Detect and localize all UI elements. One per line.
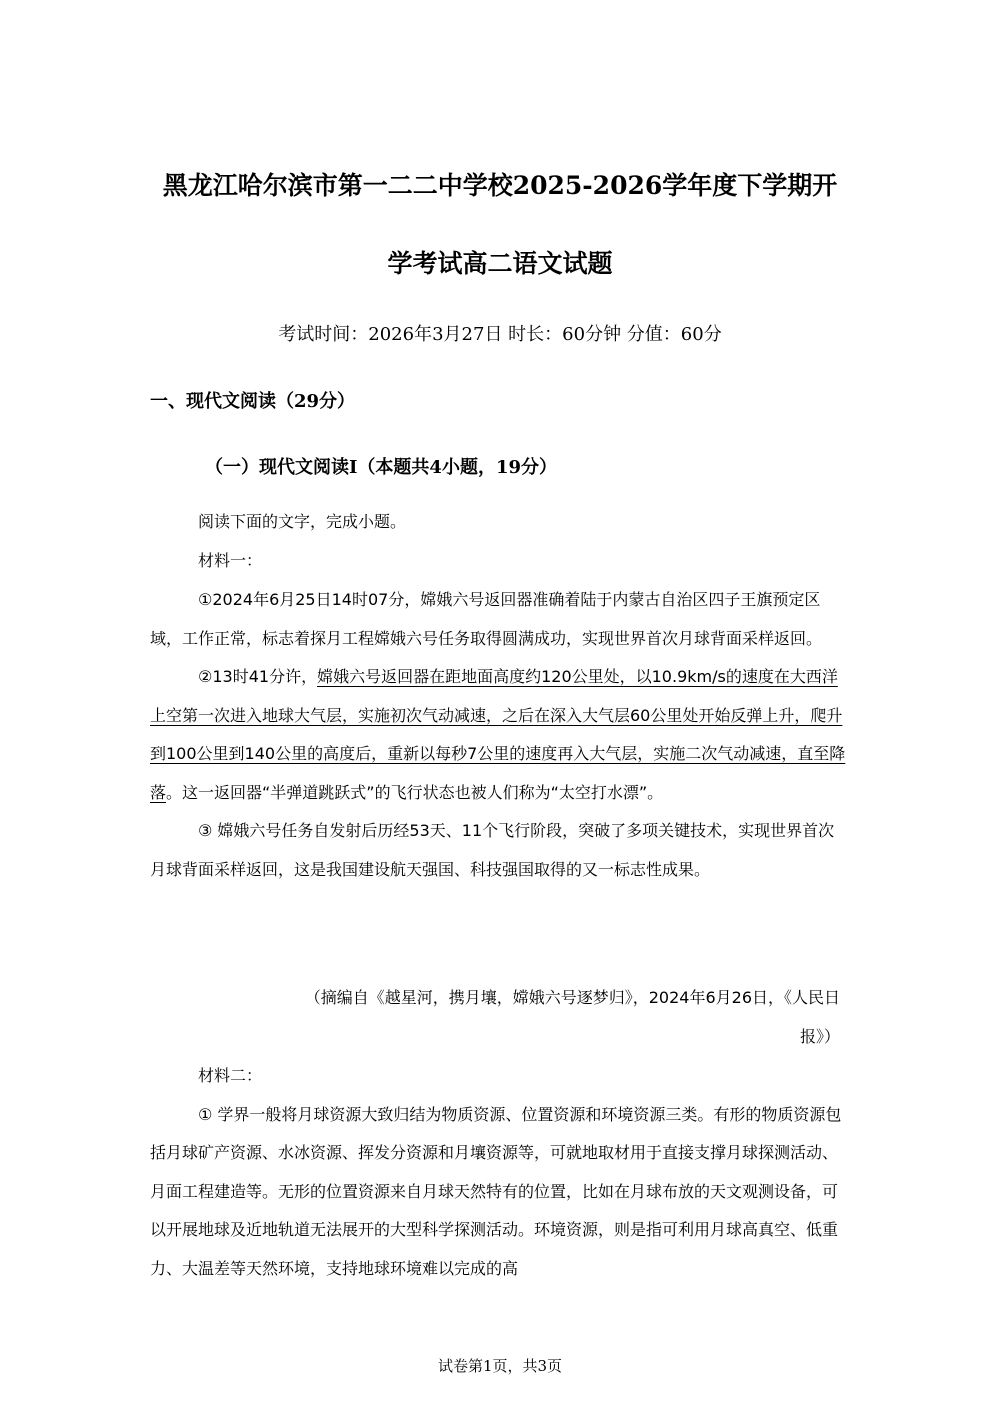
material2-body: [150, 1057, 850, 1288]
subsection-heading: （一）现代文阅读Ⅰ（本题共4小题，19分）: [205, 457, 557, 478]
paragraph-tail: 。这一返回器“半弹道跳跃式”的飞行状态也被人们称为“太空打水漂”。: [166, 782, 664, 802]
underlined-passage: 嫦娥六号返回器在距地面高度约120公里处，以10.9km/s的速度在大西洋上空第一次进入地球大气层，实施初次气动减速，之后在深入大气层60公里处开始反弹上升，爬升到100公里到140公里的高度后，重新以每秒7公里的速度再入大气层，实施二次气动减速，直至降落: [150, 667, 846, 802]
source-line2: 报》）: [799, 1026, 840, 1046]
material1-body: [150, 581, 850, 889]
page-footer: 试卷第1页，共3页: [437, 1357, 563, 1375]
instruction-text: 阅读下面的文字，完成小题。: [198, 512, 407, 531]
source-citation: [150, 979, 840, 1056]
material2-label: 材料二：: [198, 1066, 263, 1085]
exam-title-line1: 黑龙江哈尔滨市第一二二中学校2025-2026学年度下学期开: [162, 171, 838, 200]
material2-paragraph-1: ① 学界一般将月球资源大致归结为物质资源、位置资源和环境资源三类。有形的物质资源包括月球矿产资源、水冰资源、挥发分资源和月壤资源等，可就地取材用于直接支撑月球探测活动、月面工程建造等。无形的位置资源来自月球天然特有的位置，比如在月球布放的天文观测设备，可以开展地球及近地轨道无法展开的大型科学探测活动。环境资源，则是指可利用月球高真空、低重力、大温差等天然环境，支持地球环境难以完成的高: [150, 1104, 842, 1278]
material1-paragraph-1: ①2024年6月25日14时07分，嫦娥六号返回器准确着陆于内蒙古自治区四子王旗预定区域，工作正常，标志着探月工程嫦娥六号任务取得圆满成功，实现世界首次月球背面采样返回。: [150, 590, 823, 648]
material1-paragraph-2: [150, 658, 850, 812]
paragraph-lead: ②13时41分许，: [198, 667, 318, 686]
section-heading: 一、现代文阅读（29分）: [150, 391, 356, 412]
exam-info: 考试时间：2026年3月27日 时长：60分钟 分值：60分: [278, 324, 722, 345]
intro-block: [150, 503, 850, 580]
exam-title-line2: 学考试高二语文试题: [387, 249, 613, 278]
material1-label: 材料一：: [198, 550, 263, 570]
source-line1: （摘编自《越星河，携月壤，嫦娥六号逐梦归》，2024年6月26日，《人民日: [304, 988, 840, 1007]
material1-paragraph-3: ③ 嫦娥六号任务自发射后历经53天、11个飞行阶段，突破了多项关键技术，实现世界首次月球背面采样返回，这是我国建设航天强国、科技强国取得的又一标志性成果。: [150, 821, 835, 879]
